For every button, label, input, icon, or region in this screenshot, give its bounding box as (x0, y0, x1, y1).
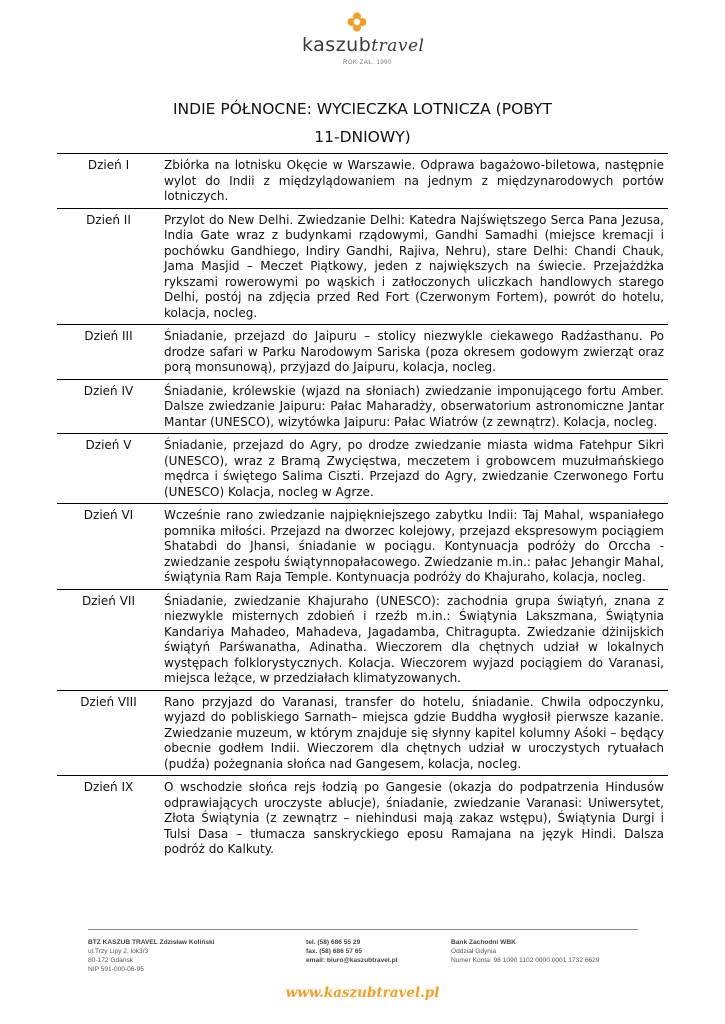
day-label: Dzień V (85, 438, 132, 452)
itinerary-row (57, 690, 668, 776)
day-description: Śniadanie, królewskie (wjazd na słoniach) zwiedzanie imponującego fortu Amber. Dalsze zwiedzanie Jaipuru: Pałac Maharadży, obserwatorium astronomiczne Jantar Mantar (UNESCO), wizytówka Jaipuru: Pałac Wiatrów (z zewnątrz). Kolacja, nocleg. (164, 383, 664, 429)
website-link[interactable]: www.kaszubtravel.pl (285, 985, 440, 1001)
footer-email[interactable]: email: biuro@kaszubtravel.pl (306, 957, 398, 964)
page-title (100, 95, 625, 151)
logo-brand-suffix: travel (371, 36, 425, 56)
footer-address-line-1: ul.Trzy Lipy 2, lok3/3 (88, 948, 149, 955)
itinerary-row (57, 208, 668, 325)
day-description: Wcześnie rano zwiedzanie najpiękniejszego zabytku Indii: Taj Mahal, wspaniałego pomnika miłości. Przejazd na dworzec kolejowy, przejazd ekspresowym pociągiem Shatabdi do Jhansi, śniadanie w pociągu. Kontynuacja podróży do Orccha - zwiedzanie zespołu świątynnopałacowego. Zwiedzanie m.in.: pałac Jehangir Mahal, świątynia Ram Raja Temple. Kontynuacja podróży do Khajuraho, kolacja, nocleg. (164, 508, 664, 584)
footer (88, 938, 648, 983)
footer-bank-info (451, 938, 599, 965)
footer-company-info (88, 938, 215, 974)
itinerary-row (57, 153, 668, 208)
day-label: Dzień VI (83, 508, 134, 522)
day-description: O wschodzie słońca rejs łodzią po Gangesie (okazja do podpatrzenia Hindusów odprawiających uroczyste ablucje), śniadanie, zwiedzanie Varanasi: Uniwersytet, Złota Świątynia (z zewnątrz – niehindusi mają zakaz wstępu), Świątynia Durgi i Tulsi Dasa – tłumacza sanskryckiego eposu Ramajana na język Hindi. Dalsza podróż do Kalkuty. (164, 780, 664, 856)
day-label: Dzień VIII (80, 694, 137, 709)
itinerary-row (57, 503, 668, 589)
footer-fax: fax. (58) 686 57 65 (306, 948, 363, 955)
itinerary-row (57, 775, 668, 861)
day-label: Dzień IV (83, 383, 134, 398)
day-label: Dzień VII (82, 593, 135, 608)
itinerary-row (57, 324, 668, 379)
day-description: Śniadanie, przejazd do Agry, po drodze zwiedzanie miasta widma Fatehpur Sikri (UNESCO), wraz z Bramą Zwycięstwa, meczetem i grobowcem muzułmańskiego mędrca i świętego Salima Ciszti. Przejazd do Agry, zwiedzanie Czerwonego Fortu (UNESCO) Kolacja, nocleg w Agrze. (164, 438, 664, 499)
flower-icon (347, 12, 367, 32)
logo-wordmark (302, 34, 425, 56)
day-description: Rano przyjazd do Varanasi, transfer do hotelu, śniadanie. Chwila odpoczynku, wyjazd do pobliskiego Sarnath– miejsca gdzie Buddha wygłosił pierwsze kazanie. Zwiedzanie muzeum, w którym znajduje się słynny kapitel kolumny Aśoki – będący obecnie godłem Indii. Wieczorem dla chętnych udział w uroczystych rytuałach (pudźa) pożegnania słońca nad Gangesem, kolacja, nocleg. (164, 694, 664, 771)
itinerary-row (57, 589, 668, 690)
footer-phone: tel. (58) 686 55 29 (306, 939, 361, 946)
logo-brand: kaszub (302, 34, 372, 56)
itinerary-table (57, 153, 668, 861)
day-label: Dzień I (87, 158, 130, 172)
title-line-2: 11-DNIOWY) (314, 128, 411, 146)
day-label: Dzień III (84, 329, 133, 343)
logo-established: ROK ZAŁ. 1990 (343, 60, 392, 66)
day-description: Przylot do New Delhi. Zwiedzanie Delhi: Katedra Najświętszego Serca Pana Jezusa, India Gate wraz z budynkami rządowymi, Gandhi Samadhi (miejsce kremacji i pochówku Gandhiego, Indiry Gandhi, Rajiva, Nehru), stare Delhi: Chandi Chauk, Jama Masjid – Meczet Piątkowy, jeden z największych na świecie. Przejażdżka rykszami rowerowymi po wąskich i zatłoczonych uliczkach handlowych starego Delhi, postój na zdjęcia przed Red Fort (Czerwonym Fortem), powrót do hotelu, kolacja, nocleg. (164, 212, 664, 320)
day-description: Zbiórka na lotnisku Okęcie w Warszawie. Odprawa bagażowo-biletowa, następnie wylot do Indii z międzylądowaniem na jednym z międzynarodowych portów lotniczych. (164, 158, 664, 203)
title-line-1: INDIE PÓŁNOCNE: WYCIECZKA LOTNICZA (POBYT (172, 100, 552, 118)
day-description: Śniadanie, zwiedzanie Khajuraho (UNESCO): zachodnia grupa świątyń, znana z niezwykle misternych zdobień i rzeźb m.in.: Świątynia Lakszmana, Świątynia Kandariya Mahadeo, Mahadeva, Jagadamba, Chitragupta. Zwiedzanie dżinijskich świątyń Parśwanatha, Adinatha. Wieczorem dla chętnych udział w lokalnych występach folklorystycznych. Kolacja. Wieczorem wyjazd pociągiem do Varanasi, miejsca leżące, w przedziałach klimatyzowanych. (164, 593, 664, 685)
footer-account-number: Numer Konta: 98 1090 1102 0000 0001 1732 6629 (451, 957, 600, 964)
footer-contact-info (306, 938, 397, 965)
footer-divider (88, 929, 638, 930)
day-description: Śniadanie, przejazd do Jaipuru – stolicy niezwykle ciekawego Radźasthanu. Po drodze safari w Parku Narodowym Sariska (poza okresem godowym zwierząt oraz porą monsunową), przyjazd do Jaipuru, kolacja, nocleg. (164, 329, 664, 374)
day-label: Dzień II (86, 212, 131, 227)
footer-nip: NIP 591-000-06-95 (88, 966, 144, 973)
itinerary-row (57, 433, 668, 503)
day-label: Dzień IX (83, 780, 134, 794)
footer-company-name: BTZ KASZUB TRAVEL Zdzisław Koliński (88, 939, 215, 946)
company-logo (300, 12, 440, 68)
footer-address-line-2: 80-172 Gdańsk (88, 957, 134, 964)
itinerary-row (57, 379, 668, 434)
footer-bank-name: Bank Zachodni WBK (451, 939, 516, 946)
footer-bank-branch: Oddział Gdynia (451, 948, 497, 955)
